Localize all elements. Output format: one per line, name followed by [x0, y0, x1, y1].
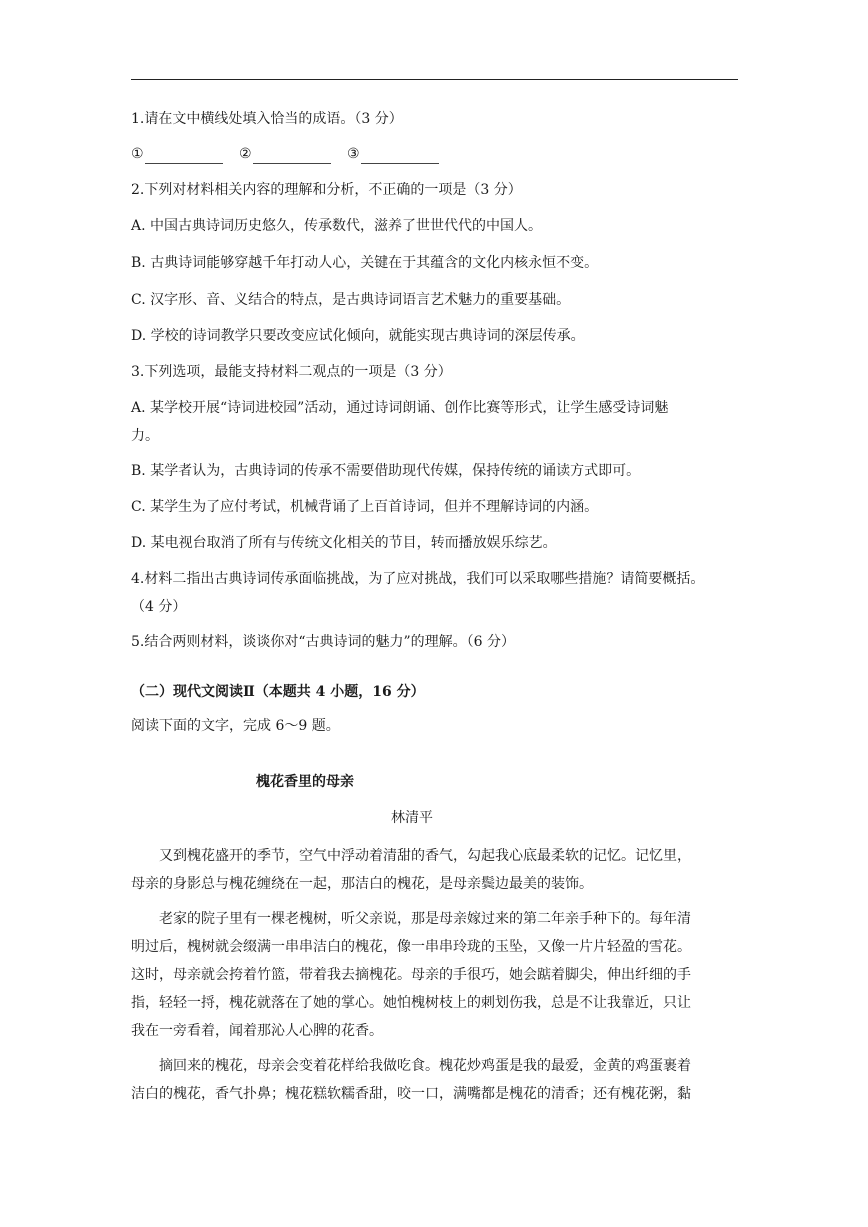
- blank-1-line: [145, 149, 223, 164]
- section-instruction: 阅读下面的文字，完成 6～9 题。: [131, 718, 340, 734]
- paragraph-line: 这时，母亲就会挎着竹篮，带着我去摘槐花。母亲的手很巧，她会踮着脚尖，伸出纤细的手: [131, 967, 691, 983]
- header-rule: [131, 79, 738, 80]
- blank-1-label: ①: [131, 146, 144, 162]
- question-3-option-d: D. 某电视台取消了所有与传统文化相关的节目，转而播放娱乐综艺。: [131, 535, 557, 551]
- blank-1[interactable]: [131, 144, 223, 164]
- section-heading: （二）现代文阅读Ⅱ（本题共 4 小题，16 分）: [131, 684, 425, 700]
- question-3-option-c: C. 某学生为了应付考试，机械背诵了上百首诗词，但并不理解诗词的内涵。: [131, 499, 599, 515]
- blank-3[interactable]: [347, 144, 439, 164]
- question-3-option-b: B. 某学者认为，古典诗词的传承不需要借助现代传媒，保持传统的诵读方式即可。: [131, 463, 641, 479]
- question-1: 1.请在文中横线处填入恰当的成语。（3 分）: [131, 111, 403, 127]
- question-2-option-c: C. 汉字形、音、义结合的特点，是古典诗词语言艺术魅力的重要基础。: [131, 292, 571, 308]
- blank-3-line: [361, 149, 439, 164]
- blank-2[interactable]: [239, 144, 331, 164]
- blank-2-label: ②: [239, 146, 252, 162]
- question-5: 5.结合两则材料，谈谈你对“古典诗词的魅力”的理解。（6 分）: [131, 634, 516, 650]
- question-4-line-1: 4.材料二指出古典诗词传承面临挑战，为了应对挑战，我们可以采取哪些措施？请简要概括。: [131, 571, 705, 587]
- question-2-option-b: B. 古典诗词能够穿越千年打动人心，关键在于其蕴含的文化内核永恒不变。: [131, 255, 599, 271]
- paragraph-line: 明过后，槐树就会缀满一串串洁白的槐花，像一串串玲珑的玉坠，又像一片片轻盈的雪花。: [131, 939, 691, 955]
- paragraph-line: 我在一旁看着，闻着那沁人心脾的花香。: [131, 1023, 383, 1039]
- question-4-line-2: （4 分）: [131, 599, 187, 615]
- paragraph-line: 摘回来的槐花，母亲会变着花样给我做吃食。槐花炒鸡蛋是我的最爱，金黄的鸡蛋裹着: [159, 1058, 691, 1074]
- paragraph-line: 母亲的身影总与槐花缠绕在一起，那洁白的槐花，是母亲鬓边最美的装饰。: [131, 876, 593, 892]
- article-author: 林清平: [391, 810, 433, 826]
- paragraph-line: 又到槐花盛开的季节，空气中浮动着清甜的香气，勾起我心底最柔软的记忆。记忆里，: [159, 848, 691, 864]
- paragraph-line: 洁白的槐花，香气扑鼻；槐花糕软糯香甜，咬一口，满嘴都是槐花的清香；还有槐花粥，黏: [131, 1086, 691, 1102]
- answer-blanks: [131, 144, 451, 164]
- question-2-option-a: A. 中国古典诗词历史悠久，传承数代，滋养了世世代代的中国人。: [131, 218, 543, 234]
- question-2-option-d: D. 学校的诗词教学只要改变应试化倾向，就能实现古典诗词的深层传承。: [131, 328, 585, 344]
- question-3-option-a-line-1: A. 某学校开展“诗词进校园”活动，通过诗词朗诵、创作比赛等形式，让学生感受诗词魅: [131, 400, 669, 416]
- paragraph-line: 老家的院子里有一棵老槐树，听父亲说，那是母亲嫁过来的第二年亲手种下的。每年清: [159, 911, 691, 927]
- blank-3-label: ③: [347, 146, 360, 162]
- paragraph-line: 指，轻轻一捋，槐花就落在了她的掌心。她怕槐树枝上的刺划伤我，总是不让我靠近，只让: [131, 995, 691, 1011]
- question-3: 3.下列选项，最能支持材料二观点的一项是（3 分）: [131, 364, 452, 380]
- question-3-option-a-line-2: 力。: [131, 428, 159, 444]
- question-2: 2.下列对材料相关内容的理解和分析，不正确的一项是（3 分）: [131, 182, 522, 198]
- blank-2-line: [253, 149, 331, 164]
- article-title: 槐花香里的母亲: [256, 774, 354, 790]
